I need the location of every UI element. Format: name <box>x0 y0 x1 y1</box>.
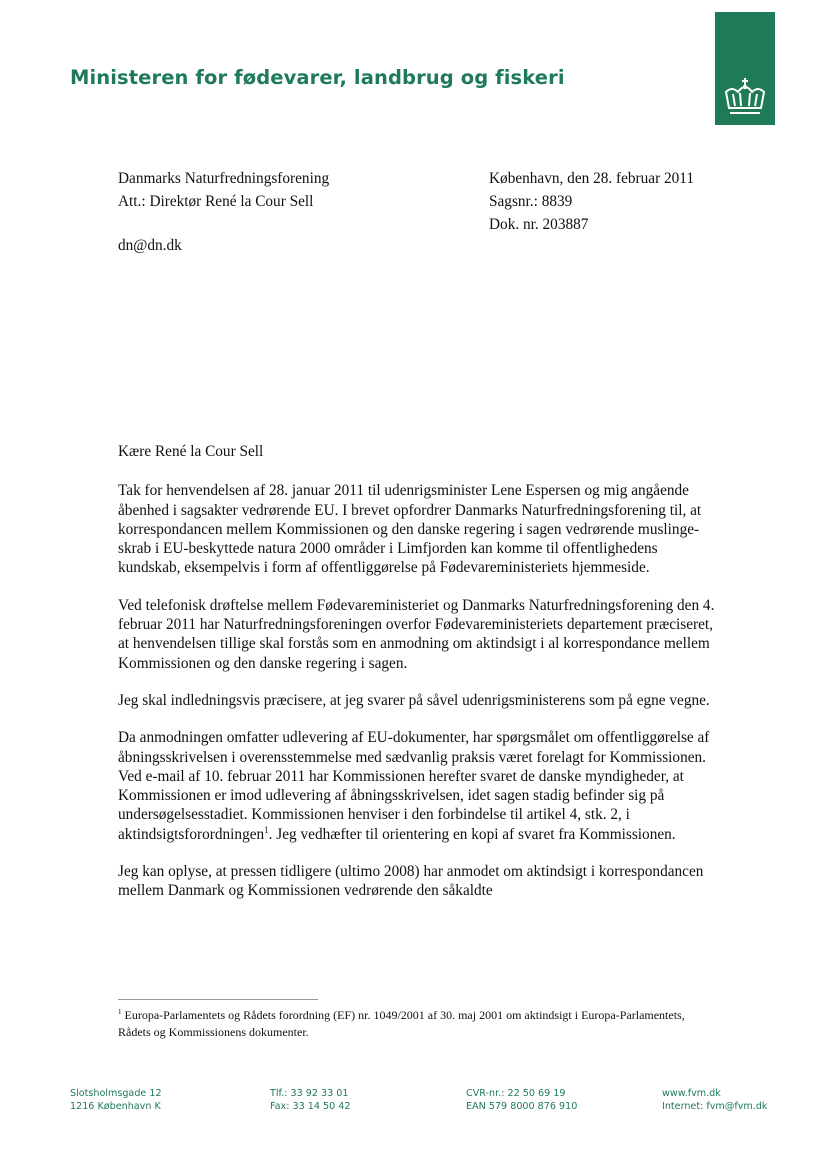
paragraph-1: Tak for henvendelsen af 28. januar 2011 til udenrigsminister Lene Espersen og mig angående åbenhed i sagsakter vedrørende EU. I brevet opfordrer Danmarks Naturfredningsforening til, at korrespondancen mellem Kommissionen og den danske regering i sagen vedrørende muslinge-skrab i EU-beskyttede natura 2000 områder i Limfjorden kan komme til offentlighedens kundskab, eksempelvis i form af offentliggørelse på Fødevareministeriets hjemmeside. <box>118 482 702 577</box>
paragraph-4-part-1: Da anmodningen omfatter udlevering af EU-dokumenter, har spørgsmålet om offentliggørelse af åbningsskrivelsen i overensstemmelse med sædvanlig praksis været forelagt for Kommissionen. Ved e-mail af 10. februar 2011 har Kommissionen herefter svaret de danske myndigheder, at Kommissionen er imod udlevering af åbningsskrivelsen, idet sagen stadig befinder sig på undersøgelsesstadiet. Kommissionen henviser i den forbindelse til artikel 4, stk. 2, i aktindsigtsforordningen <box>118 729 710 843</box>
footer-internet-email: Internet: fvm@fvm.dk <box>662 1100 768 1112</box>
place-date: København, den 28. februar 2011 <box>489 170 695 187</box>
paragraph-4-part-2: . Jeg vedhæfter til orientering en kopi af svaret fra Kommissionen. <box>268 825 676 843</box>
paragraph-4 <box>118 728 718 844</box>
footnote-reference: 1 <box>264 824 269 835</box>
footer-web-block <box>662 1088 767 1113</box>
case-number: Sagsnr.: 8839 <box>489 193 573 210</box>
footnote-divider <box>118 999 318 1000</box>
salutation: Kære René la Cour Sell <box>118 443 264 460</box>
crown-icon <box>722 78 768 120</box>
letter-body <box>118 442 718 919</box>
recipient-email: dn@dn.dk <box>118 237 182 254</box>
paragraph-3: Jeg skal indledningsvis præcisere, at jeg svarer på såvel udenrigsministerens som på egne vegne. <box>118 691 710 709</box>
footer-street: Slotsholmsgade 12 <box>70 1088 162 1099</box>
recipient-block <box>118 167 329 213</box>
recipient-name: Danmarks Naturfredningsforening <box>118 170 330 187</box>
footnote-mark: 1 <box>118 1008 122 1016</box>
footer-ean: EAN 579 8000 876 910 <box>466 1100 578 1112</box>
recipient-attention: Att.: Direktør René la Cour Sell <box>118 193 314 210</box>
paragraph-2: Ved telefonisk drøftelse mellem Fødevareministeriet og Danmarks Naturfredningsforening den 4. februar 2011 har Naturfredningsforeningen overfor Fødevareministeriets departement præciseret, at henvendelsen tillige skal forstås som en anmodning om aktindsigt i al korrespondance mellem Kommissionen og den danske regering i sagen. <box>118 596 715 672</box>
ministry-logo <box>715 12 775 125</box>
footer-website: www.fvm.dk <box>662 1088 721 1099</box>
footer-phone: Tlf.: 33 92 33 01 <box>270 1088 349 1099</box>
ministry-title: Ministeren for fødevarer, landbrug og fiskeri <box>70 66 565 89</box>
footer-fax: Fax: 33 14 50 42 <box>270 1100 351 1112</box>
paragraph-5: Jeg kan oplyse, at pressen tidligere (ultimo 2008) har anmodet om aktindsigt i korrespondancen mellem Danmark og Kommissionen vedrørende den såkaldte <box>118 863 704 900</box>
footnote-text: Europa-Parlamentets og Rådets forordning (EF) nr. 1049/2001 af 30. maj 2001 om aktindsigt i Europa-Parlamentets, Rådets og Kommissionens dokumenter. <box>118 1008 685 1039</box>
footer-cvr: CVR-nr.: 22 50 69 19 <box>466 1088 566 1099</box>
footer-city: 1216 København K <box>70 1100 161 1112</box>
footer-phone-block <box>270 1088 350 1113</box>
letter-meta <box>489 167 694 236</box>
document-number: Dok. nr. 203887 <box>489 216 589 233</box>
footer-address <box>70 1088 162 1113</box>
footer-registration <box>466 1088 577 1113</box>
footnote <box>118 1007 718 1041</box>
